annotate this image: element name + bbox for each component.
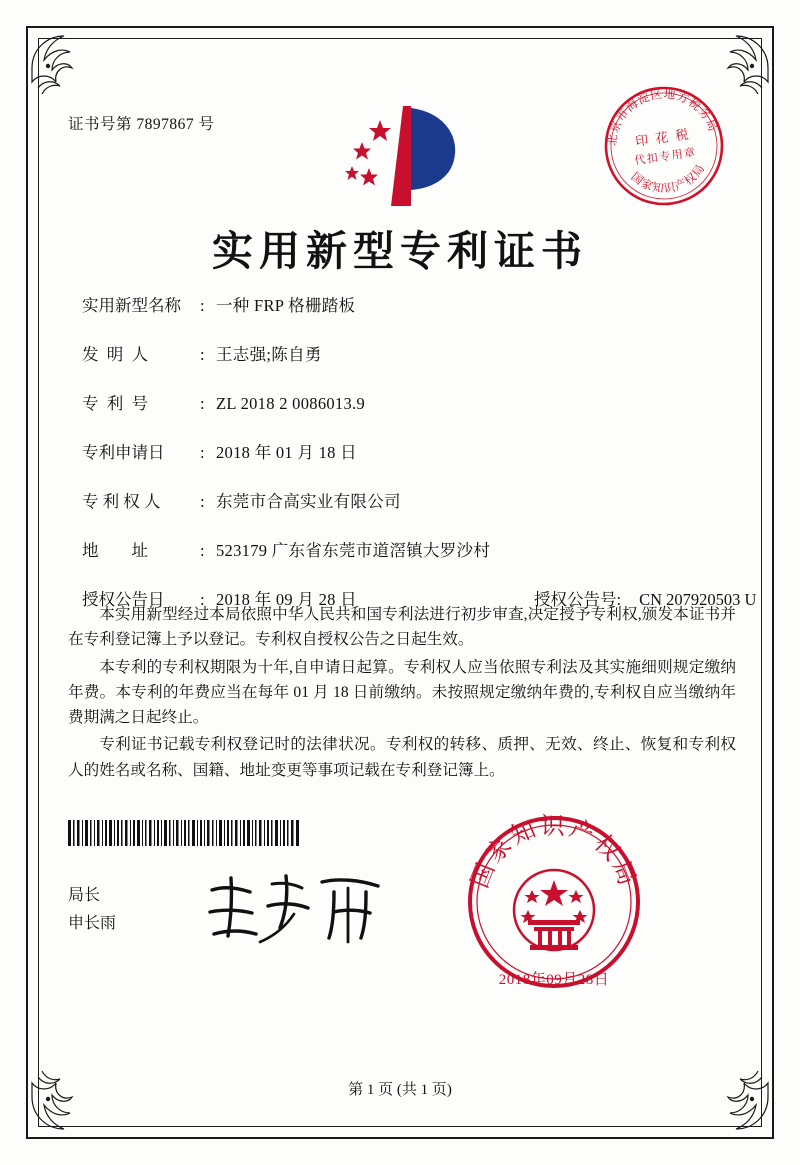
- svg-text:国家知识产权局: 国家知识产权局: [467, 814, 641, 892]
- field-label: 授权公告日: [82, 590, 165, 609]
- field-colon: :: [200, 394, 205, 413]
- field-value: 523179 广东省东莞市道滘镇大罗沙村: [216, 541, 491, 560]
- field-value-grant-publication-number: CN 207920503 U: [639, 590, 757, 609]
- legal-text: [68, 602, 736, 785]
- field-row-name: [82, 292, 740, 316]
- field-row-patentee: [82, 488, 740, 512]
- field-label: 地 址: [82, 541, 148, 560]
- field-value: 2018 年 09 月 28 日: [216, 590, 357, 609]
- director-name: 申长雨: [68, 915, 117, 932]
- page-footer: 第 1 页 (共 1 页): [348, 1082, 452, 1098]
- field-row-patent-number: [82, 390, 740, 414]
- field-colon: :: [200, 590, 205, 609]
- field-row-application-date: [82, 439, 740, 463]
- director-title: 局长: [68, 887, 101, 904]
- svg-text:国家知识产权局: 国家知识产权局: [628, 162, 708, 196]
- field-list: [82, 292, 757, 635]
- signature-block: [68, 882, 116, 938]
- paragraph: 本实用新型经过本局依照中华人民共和国专利法进行初步审查,决定授予专利权,颁发本证书并在专利登记簿上予以登记。专利权自授权公告之日起生效。: [68, 606, 736, 649]
- certificate-number: 证书号第 7897867 号: [68, 116, 215, 133]
- svg-text:印 花 税: 印 花 税: [634, 126, 692, 149]
- field-value: 2018 年 01 月 18 日: [216, 443, 357, 462]
- field-colon: :: [200, 541, 205, 560]
- barcode: [68, 820, 300, 846]
- svg-text:北京市海淀区地方税务局: 北京市海淀区地方税务局: [606, 88, 719, 147]
- field-value: 王志强;陈自勇: [216, 345, 322, 364]
- handwritten-signature: [198, 868, 398, 948]
- field-label: 发 明 人: [82, 345, 148, 364]
- paragraph: 本专利的专利权期限为十年,自申请日起算。专利权人应当依照专利法及其实施细则规定缴纳年费。本专利的年费应当在每年 01 月 18 日前缴纳。未按照规定缴纳年费的,专利权自应当缴纳年费期满之日起终止。: [68, 658, 736, 726]
- cnipa-logo-icon: [325, 102, 475, 210]
- field-colon: :: [200, 296, 205, 315]
- field-row-address: [82, 537, 740, 561]
- field-colon: :: [200, 345, 205, 364]
- paragraph: 专利证书记载专利权登记时的法律状况。专利权的转移、质押、无效、终止、恢复和专利权人的姓名或名称、国籍、地址变更等事项记载在专利登记簿上。: [68, 736, 736, 779]
- seal-date: 2018年09月28日: [498, 972, 610, 988]
- field-value: ZL 2018 2 0086013.9: [216, 394, 365, 413]
- page-title: 实用新型专利证书: [212, 228, 588, 274]
- certificate-content: [60, 60, 757, 1105]
- svg-text:代扣专用章: 代扣专用章: [633, 146, 698, 168]
- field-value: 一种 FRP 格栅踏板: [216, 296, 356, 315]
- field-label: 实用新型名称: [82, 296, 181, 315]
- field-label: 专 利 权 人: [82, 492, 161, 511]
- field-colon: :: [200, 443, 205, 462]
- field-label: 专 利 号: [82, 394, 148, 413]
- field-colon: :: [200, 492, 205, 511]
- field-label-grant-publication-number: 授权公告号:: [534, 590, 622, 609]
- field-row-inventor: [82, 341, 740, 365]
- tax-stamp: [598, 80, 730, 212]
- field-value: 东莞市合高实业有限公司: [216, 492, 401, 511]
- field-label: 专利申请日: [82, 443, 165, 462]
